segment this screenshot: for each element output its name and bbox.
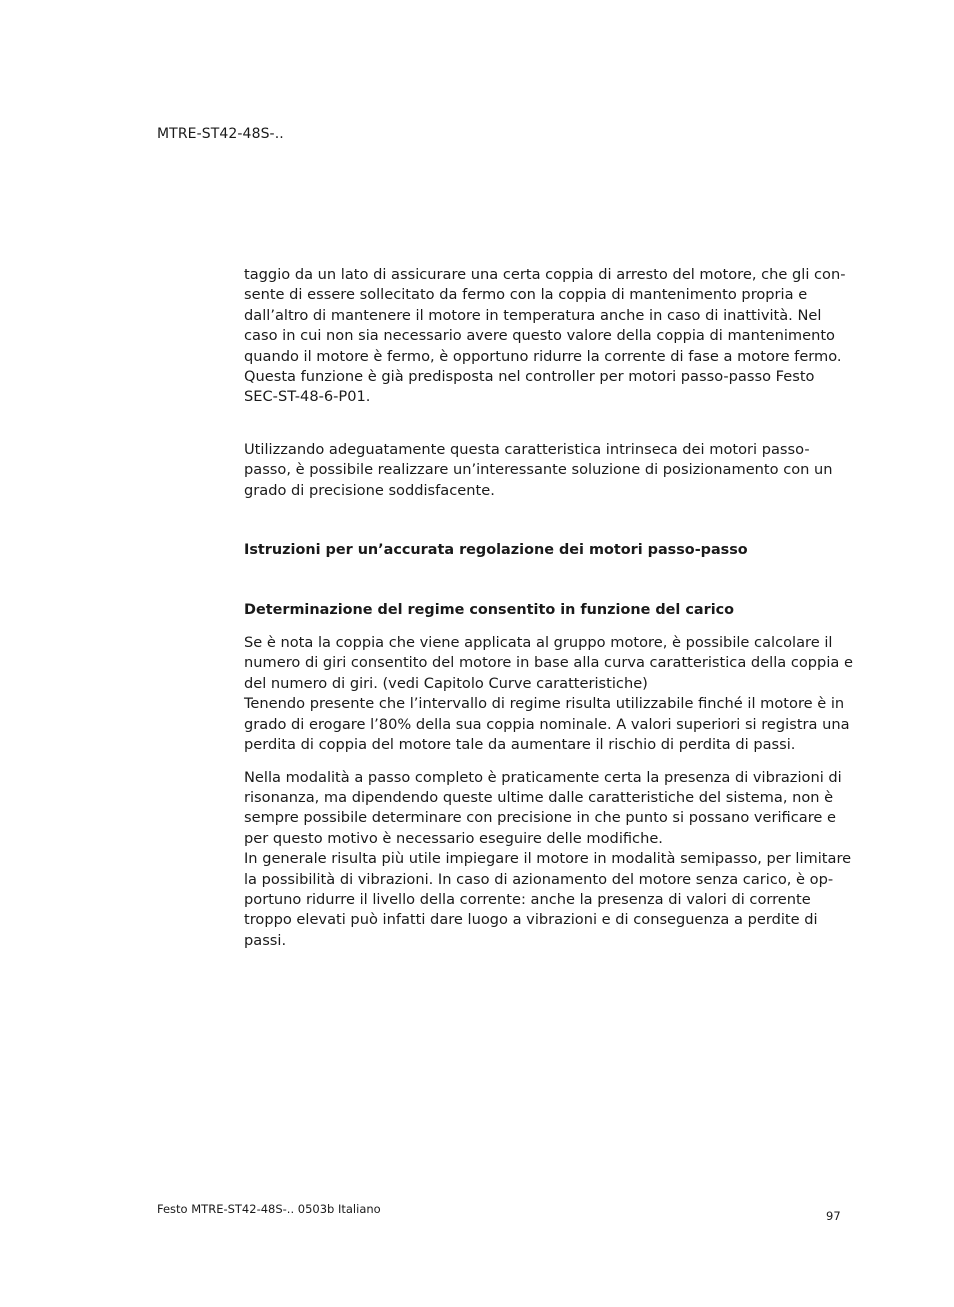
footer-document-reference: Festo MTRE-ST42-48S-.. 0503b Italiano (157, 1202, 381, 1216)
text-line: passi. (244, 931, 287, 949)
paragraph-resonance (244, 768, 852, 952)
running-header-title: MTRE-ST42-48S-.. (157, 126, 284, 142)
text-line: SEC-ST-48-6-P01. (244, 388, 371, 406)
text-line: per questo motivo è necessario eseguire delle modifiche. (244, 829, 663, 847)
section-heading: Istruzioni per un’accurata regolazione dei motori passo-passo (244, 542, 748, 559)
text-line: del numero di giri. (vedi Capitolo Curve caratteristiche) (244, 674, 648, 692)
text-line: numero di giri consentito del motore in base alla curva caratteristica della coppia e (244, 654, 853, 672)
text-line: perdita di coppia del motore tale da aumentare il rischio di perdita di passi. (244, 736, 796, 754)
main-content (244, 265, 853, 951)
text-line: Se è nota la coppia che viene applicata al gruppo motore, è possibile calcolare il (244, 634, 833, 652)
subsection-heading: Determinazione del regime consentito in funzione del carico (244, 602, 735, 619)
text-line: risonanza, ma dipendendo queste ultime dalle caratteristiche del sistema, non è (244, 788, 834, 806)
text-line: Nella modalità a passo completo è praticamente certa la presenza di vibrazioni di (244, 768, 842, 786)
text-line: In generale risulta più utile impiegare il motore in modalità semipasso, per limitare (244, 850, 852, 868)
text-line: grado di precisione soddisfacente. (244, 481, 495, 499)
text-line: Tenendo presente che l’intervallo di regime risulta utilizzabile finché il motore è in (244, 695, 845, 713)
text-line: caso in cui non sia necessario avere questo valore della coppia di mantenimento (244, 327, 835, 345)
text-line: passo, è possibile realizzare un’interessante soluzione di posizionamento con un (244, 461, 833, 479)
text-line: dall’altro di mantenere il motore in temperatura anche in caso di inattività. Nel (244, 306, 822, 324)
text-line: portuno ridurre il livello della corrente: anche la presenza di valori di corrente (244, 890, 811, 908)
text-line: quando il motore è fermo, è opportuno ridurre la corrente di fase a motore fermo. (244, 347, 842, 365)
text-line: sempre possibile determinare con precisione in che punto si possano verificare e (244, 809, 836, 827)
text-line: sente di essere sollecitato da fermo con la coppia di mantenimento propria e (244, 286, 808, 304)
text-line: troppo elevati può infatti dare luogo a vibrazioni e di conseguenza a perdite di (244, 911, 818, 929)
text-line: grado di erogare l’80% della sua coppia nominale. A valori superiori si registra una (244, 715, 850, 733)
text-line: Utilizzando adeguatamente questa caratteristica intrinseca dei motori passo- (244, 440, 810, 458)
text-line: Questa funzione è già predisposta nel controller per motori passo-passo Festo (244, 368, 815, 386)
paragraph-holding-torque (244, 265, 844, 408)
text-line: la possibilità di vibrazioni. In caso di azionamento del motore senza carico, è op- (244, 870, 834, 888)
paragraph-load-speed (244, 633, 853, 755)
paragraph-positioning (244, 440, 844, 501)
text-line: taggio da un lato di assicurare una certa coppia di arresto del motore, che gli con- (244, 266, 846, 283)
footer-page-number: 97 (826, 1209, 841, 1223)
